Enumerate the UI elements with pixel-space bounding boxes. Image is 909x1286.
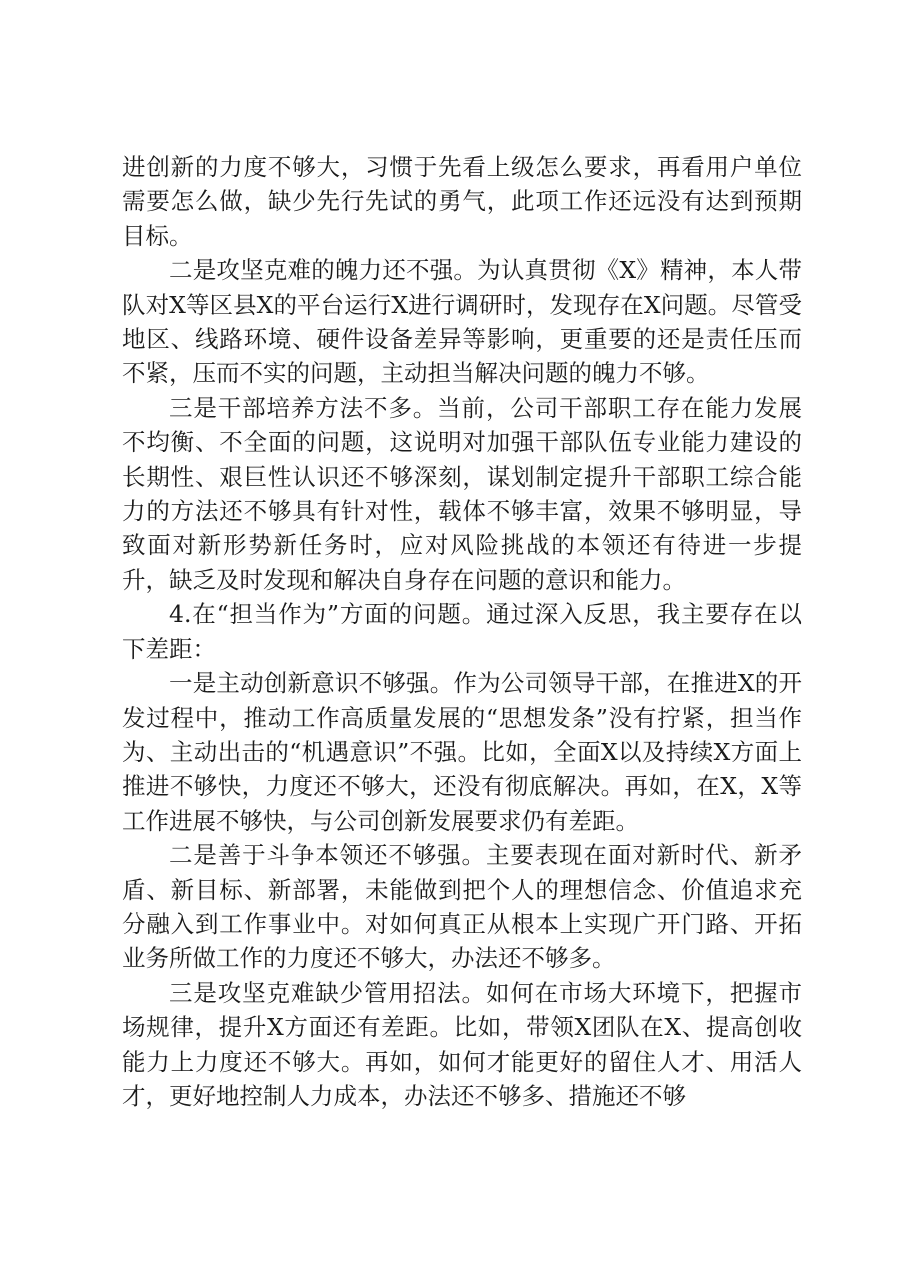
paragraph-point-3: 三是干部培养方法不多。当前，公司干部职工存在能力发展不均衡、不全面的问题，这说明对加强干部队伍专业能力建设的长期性、艰巨性认识还不够深刻，谋划制定提升干部职工综合能力的方法还不够具有针对性，载体不够丰富，效果不够明显，导致面对新形势新任务时，应对风险挑战的本领还有待进一步提升，缺乏及时发现和解决自身存在问题的意识和能力。 (122, 393, 802, 594)
section-heading-4: 4.在“担当作为”方面的问题。通过深入反思，我主要存在以下差距： (122, 600, 802, 663)
paragraph-point-4-3: 三是攻坚克难缺少管用招法。如何在市场大环境下，把握市场规律，提升X方面还有差距。比如，带领X团队在X、提高创收能力上力度还不够大。再如，如何才能更好的留住人才、用活人才，更好地控制人力成本，办法还不够多、措施还不够 (122, 978, 802, 1110)
paragraph-continuation: 进创新的力度不够大，习惯于先看上级怎么要求，再看用户单位需要怎么做，缺少先行先试的勇气，此项工作还远没有达到预期目标。 (122, 153, 802, 250)
paragraph-point-4-1: 一是主动创新意识不够强。作为公司领导干部，在推进X的开发过程中，推动工作高质量发展的“思想发条”没有拧紧，担当作为、主动出击的“机遇意识”不强。比如，全面X以及持续X方面上推进不够快，力度还不够大，还没有彻底解决。再如，在X，X等工作进展不够快，与公司创新发展要求仍有差距。 (122, 669, 802, 835)
paragraph-point-2: 二是攻坚克难的魄力还不强。为认真贯彻《X》精神，本人带队对X等区县X的平台运行X进行调研时，发现存在X问题。尽管受地区、线路环境、硬件设备差异等影响，更重要的还是责任压而不紧，压而不实的问题，主动担当解决问题的魄力不够。 (122, 256, 802, 388)
paragraph-point-4-2: 二是善于斗争本领还不够强。主要表现在面对新时代、新矛盾、新目标、新部署，未能做到把个人的理想信念、价值追求充分融入到工作事业中。对如何真正从根本上实现广开门路、开拓业务所做工作的力度还不够大，办法还不够多。 (122, 841, 802, 973)
document-body (122, 150, 802, 1113)
